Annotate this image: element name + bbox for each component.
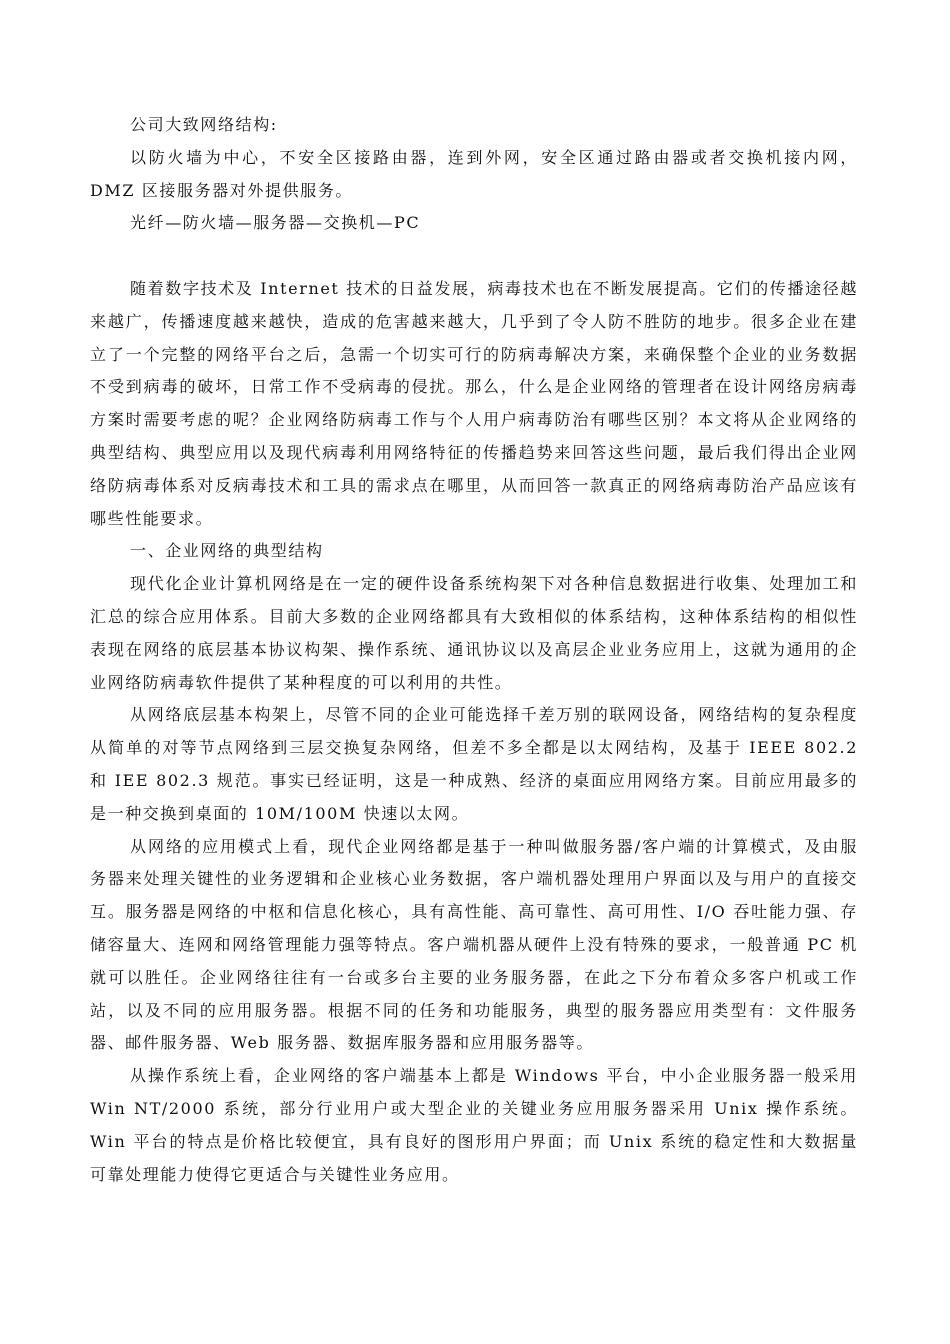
operating-system-paragraph: 从操作系统上看，企业网络的客户端基本上都是 Windows 平台，中小企业服务器一般采用 Win NT/2000 系统，部分行业用户或大型企业的关键业务应用服务器采用 Unix 操作系统。Win 平台的特点是价格比较便宜，具有良好的图形用户界面；而 Unix 系统的稳定性和大数据量可靠处理能力使得它更适合与关键性业务应用。 [90, 1066, 858, 1184]
application-mode-paragraph: 从网络的应用模式上看，现代企业网络都是基于一种叫做服务器/客户端的计算模式，及由服务器来处理关键性的业务逻辑和企业核心业务数据，客户端机器处理用户界面以及与用户的直接交互。服务器是网络的中枢和信息化核心，具有高性能、高可靠性、高可用性、I/O 吞吐能力强、存储容量大、连网和网络管理能力强等特点。客户端机器从硬件上没有特殊的要求，一般普通 PC 机就可以胜任。企业网络往往有一台或多台主要的业务服务器，在此之下分布着众多客户机或工作站，以及不同的应用服务器。根据不同的任务和功能服务，典型的服务器应用类型有：文件服务器、邮件服务器、Web 服务器、数据库服务器和应用服务器等。 [90, 836, 858, 1053]
architecture-paragraph: 现代化企业计算机网络是在一定的硬件设备系统构架下对各种信息数据进行收集、处理加工和汇总的综合应用体系。目前大多数的企业网络都具有大致相似的体系结构，这种体系结构的相似性表现在网络的底层基本协议构架、操作系统、通讯协议以及高层企业业务应用上，这就为通用的企业网络防病毒软件提供了某种程度的可以利用的共性。 [90, 574, 858, 692]
structure-heading: 公司大致网络结构: [130, 115, 278, 134]
blank-line [90, 240, 858, 273]
structure-description: 以防火墙为中心，不安全区接路由器，连到外网，安全区通过路由器或者交换机接内网，DMZ 区接服务器对外提供服务。 [90, 147, 858, 200]
intro-paragraph: 随着数字技术及 Internet 技术的日益发展，病毒技术也在不断发展提高。它们的传播途径越来越广，传播速度越来越快，造成的危害越来越大，几乎到了令人防不胜防的地步。很多企业在建立了一个完整的网络平台之后，急需一个切实可行的防病毒解决方案，来确保整个企业的业务数据不受到病毒的破坏，日常工作不受病毒的侵扰。那么，什么是企业网络的管理者在设计网络房病毒方案时需要考虑的呢？企业网络防病毒工作与个人用户病毒防治有哪些区别？本文将从企业网络的典型结构、典型应用以及现代病毒利用网络特征的传播趋势来回答这些问题，最后我们得出企业网络防病毒体系对反病毒技术和工具的需求点在哪里，从而回答一款真正的网络病毒防治产品应该有哪些性能要求。 [90, 278, 858, 528]
document-page [90, 109, 858, 1191]
infrastructure-paragraph: 从网络底层基本构架上，尽管不同的企业可能选择千差万别的联网设备，网络结构的复杂程度从简单的对等节点网络到三层交换复杂网络，但差不多全都是以太网结构，及基于 IEEE 802.2 和 IEE 802.3 规范。事实已经证明，这是一种成熟、经济的桌面应用网络方案。目前应用最多的是一种交换到桌面的 10M/100M 快速以太网。 [90, 705, 858, 823]
topology-line: 光纤—防火墙—服务器—交换机—PC [130, 213, 421, 233]
section-heading: 一、企业网络的典型结构 [130, 541, 324, 561]
